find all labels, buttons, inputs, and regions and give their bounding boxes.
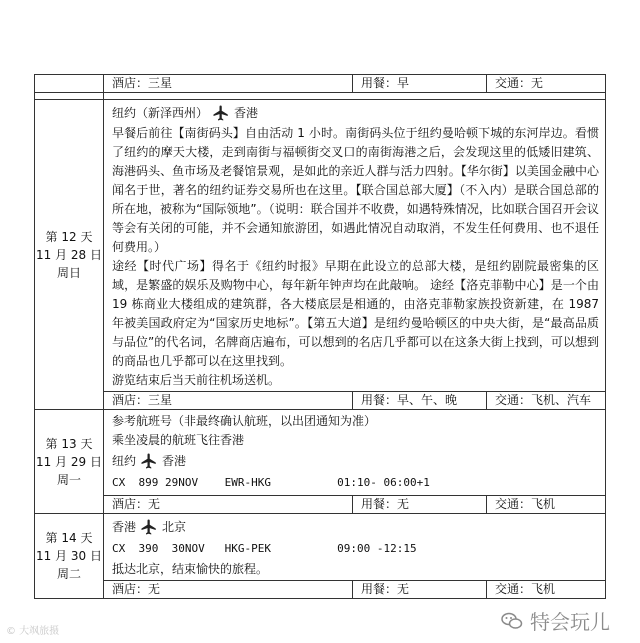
day13-row bbox=[35, 410, 606, 514]
day-number: 第 12 天 bbox=[45, 229, 93, 244]
day14-label bbox=[35, 514, 104, 599]
day-weekday: 周二 bbox=[56, 567, 81, 581]
hotel-info: 酒店：无 bbox=[104, 496, 353, 513]
day-date: 11 月 28 日 bbox=[36, 247, 102, 262]
hotel-info: 酒店：无 bbox=[104, 581, 353, 598]
services-row bbox=[104, 391, 605, 409]
day-weekday: 周日 bbox=[56, 265, 81, 280]
day13-label bbox=[35, 410, 104, 514]
route-destination: 香港 bbox=[162, 453, 187, 468]
flight-details: CX 899 29NOV EWR-HKG 01:10- 06:00+1 bbox=[112, 476, 430, 489]
day14-row bbox=[35, 514, 606, 599]
meal-info: 用餐：无 bbox=[353, 496, 487, 513]
arrival-note: 抵达北京，结束愉快的旅程。 bbox=[112, 562, 269, 576]
transport-info: 交通：飞机、汽车 bbox=[495, 393, 592, 407]
route-line bbox=[112, 450, 599, 472]
route-destination: 北京 bbox=[162, 519, 187, 534]
paragraph: 游览结束后当天前往机场送机。 bbox=[112, 373, 281, 387]
paragraph: 途经【时代广场】得名于《纽约时报》早期在此设立的总部大楼，是纽约剧院最密集的区域，是繁盛的娱乐及购物中心，每年新年钟声均在此敲响。 途经【洛克菲勒中心】是一个由 19 栋商业大楼组成的建筑群，各大楼底层是相通的，由洛克菲勒家族投资新建，在 1987 年被美国政府定为“国家历史地标”。【第五大道】是纽约曼哈顿区的中央大街，是“最高品质与品位”的代名词，名牌商店遍布，可以想到的名店几乎都可以在这条大街上找到，可以想到的商品也几乎都可以在这里找到。 bbox=[112, 259, 599, 368]
hotel-info: 酒店：三星 bbox=[104, 75, 353, 92]
transport-info: 交通：飞机 bbox=[495, 497, 556, 511]
day13-content bbox=[104, 410, 606, 514]
day12-row bbox=[35, 100, 606, 410]
meal-info: 用餐：早、午、晚 bbox=[353, 392, 487, 409]
transport-info: 交通：无 bbox=[495, 76, 544, 90]
day11-tail-row bbox=[35, 75, 606, 93]
wechat-icon bbox=[500, 609, 524, 633]
watermark-right bbox=[500, 606, 610, 635]
airplane-icon bbox=[212, 104, 230, 122]
airplane-icon bbox=[140, 518, 158, 536]
day12-content bbox=[104, 100, 606, 410]
route-line bbox=[112, 102, 599, 124]
day-date: 11 月 30 日 bbox=[36, 549, 102, 563]
services-row bbox=[104, 580, 605, 598]
route-origin: 纽约（新泽西州） bbox=[112, 105, 209, 120]
meal-info: 用餐：无 bbox=[353, 581, 487, 598]
route-origin: 香港 bbox=[112, 519, 137, 534]
info-cell bbox=[104, 75, 606, 93]
route-origin: 纽约 bbox=[112, 453, 137, 468]
watermark-text: 特会玩儿 bbox=[530, 610, 610, 634]
day-number: 第 13 天 bbox=[45, 436, 93, 451]
transport-info: 交通：飞机 bbox=[495, 582, 556, 596]
services-row bbox=[104, 495, 605, 513]
day-number: 第 14 天 bbox=[45, 531, 93, 545]
itinerary-table bbox=[34, 74, 606, 599]
flight-description: 乘坐凌晨的航班飞往香港 bbox=[112, 433, 245, 447]
day-date: 11 月 29 日 bbox=[36, 454, 102, 469]
day12-label bbox=[35, 100, 104, 410]
flight-note: 参考航班号（非最终确认航班，以出团通知为准） bbox=[112, 414, 377, 428]
flight-details: CX 390 30NOV HKG-PEK 09:00 -12:15 bbox=[112, 542, 417, 555]
meal-info: 用餐：早 bbox=[353, 75, 487, 92]
route-line bbox=[112, 516, 599, 538]
services-row bbox=[104, 75, 605, 92]
airplane-icon bbox=[140, 452, 158, 470]
day14-content bbox=[104, 514, 606, 599]
itinerary-sheet bbox=[34, 74, 606, 599]
route-destination: 香港 bbox=[234, 105, 259, 120]
hotel-info: 酒店：三星 bbox=[104, 392, 353, 409]
paragraph: 早餐后前往【南街码头】自由活动 1 小时。南街码头位于纽约曼哈顿下城的东河岸边。看惯了纽约的摩天大楼，走到南街与福顿街交叉口的南街海港之后，会发现这里的低矮旧建筑、海港码头、鱼市场及老餐馆景观，是如此的亲近人群与活力四射。【华尔街】以美国金融中心闻名于世，著名的纽约证券交易所也在这里。【联合国总部大厦】（不入内）是联合国总部的所在地，被称为“国际领地”。（说明：联合国并不收费，如遇特殊情况，比如联合国召开会议等会有关闭的可能，并不会通知旅游团，如遇此情况自动取消，不发生任何费用、也不退任何费用。） bbox=[112, 126, 599, 254]
day-cell bbox=[35, 75, 104, 93]
watermark-left: © 大飒旅摄 bbox=[6, 626, 60, 637]
day-weekday: 周一 bbox=[56, 472, 81, 487]
